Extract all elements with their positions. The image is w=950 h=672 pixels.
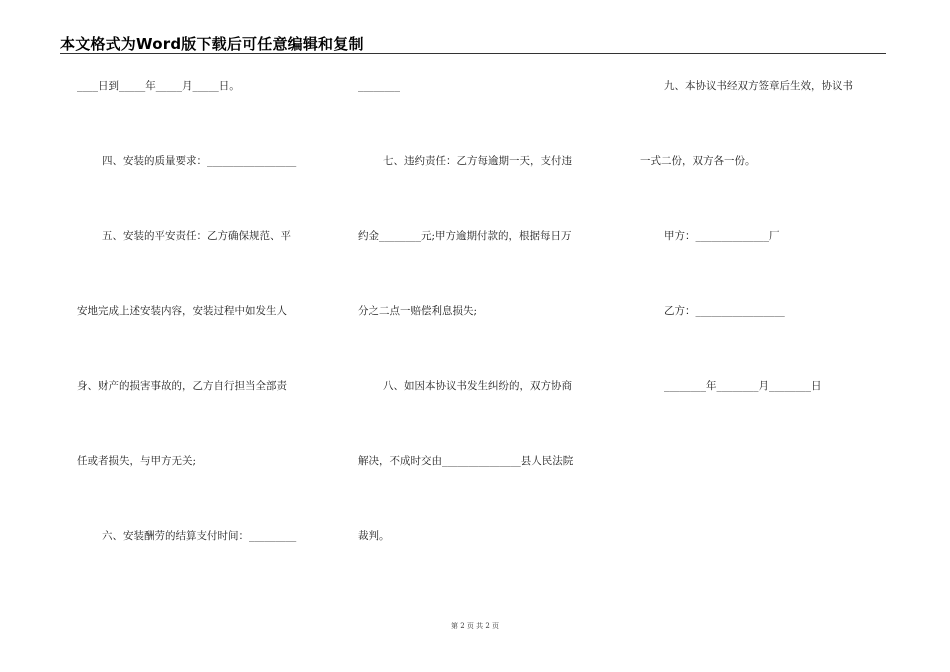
page-number: 第 2 页 共 2 页 <box>450 622 500 630</box>
text-line: 安地完成上述安装内容，安装过程中如发生人 <box>77 305 287 317</box>
text-line: 六、安装酬劳的结算支付时间：_________ <box>102 530 297 542</box>
text-line: 乙方：_________________ <box>664 305 785 317</box>
text-line: ________ <box>358 80 400 92</box>
text-line: 解决，不成时交由_______________县人民法院 <box>358 455 574 467</box>
text-line: 七、违约责任：乙方每逾期一天，支付违 <box>383 155 572 167</box>
text-line: 四、安装的质量要求：_________________ <box>102 155 297 167</box>
text-line: 甲方：______________厂 <box>664 230 780 242</box>
text-line: 裁判。 <box>358 530 390 542</box>
text-line: ____日到_____年_____月_____日。 <box>77 80 240 92</box>
text-line: 五、安装的平安责任：乙方确保规范、平 <box>102 230 291 242</box>
document-title: 本文格式为Word版下载后可任意编辑和复制 <box>60 35 364 53</box>
text-line: 一式二份，双方各一份。 <box>640 155 756 167</box>
text-line: 身、财产的损害事故的，乙方自行担当全部责 <box>77 380 287 392</box>
text-line: 八、如因本协议书发生纠纷的，双方协商 <box>383 380 572 392</box>
text-line: 九、本协议书经双方签章后生效，协议书 <box>664 80 853 92</box>
text-line: ________年________月________日 <box>664 380 822 392</box>
header-divider <box>60 53 886 54</box>
text-line: 分之二点一赔偿利息损失; <box>358 305 478 317</box>
text-line: 约金________元;甲方逾期付款的，根据每日万 <box>358 230 572 242</box>
text-line: 任或者损失，与甲方无关; <box>77 455 197 467</box>
